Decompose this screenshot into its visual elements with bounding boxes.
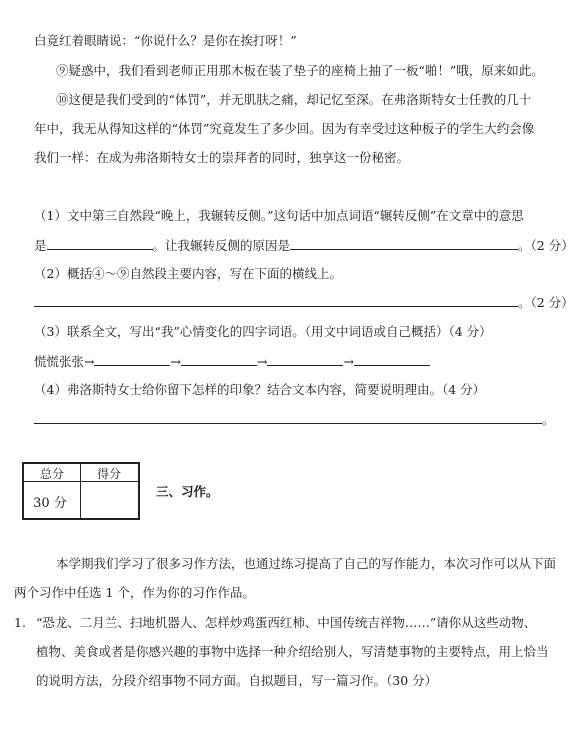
answer-blank-mood-1[interactable] xyxy=(94,353,170,366)
answer-blank-meaning[interactable] xyxy=(47,237,153,250)
question-4-suffix: 。 xyxy=(542,412,555,427)
writing-item-1-line-2: 植物、美食或者是你感兴趣的事物中选择一种介绍给别人，写清楚事物的主要特点，用上恰当 xyxy=(36,644,549,659)
question-2-answer-line xyxy=(34,294,574,311)
mood-start: 慌慌张张→ xyxy=(34,354,95,369)
question-2: （2）概括④～⑨自然段主要内容，写在下面的横线上。 xyxy=(34,266,342,281)
answer-blank-reason[interactable] xyxy=(290,237,518,250)
writing-item-1-line-3: 的说明方法，分段介绍事物不同方面。自拟题目，写一篇习作。（30 分） xyxy=(36,673,438,688)
question-4-answer-line xyxy=(34,411,555,428)
section-title: 三、习作。 xyxy=(156,484,219,499)
score-table xyxy=(22,462,140,520)
table-total-value: 30 分 xyxy=(33,496,67,511)
writing-item-number: 1. xyxy=(14,615,26,630)
answer-blank-mood-2[interactable] xyxy=(181,353,257,366)
question-1-suffix: 。（2 分） xyxy=(518,238,574,253)
question-4: （4）弗洛斯特女士给你留下怎样的印象？结合文本内容，简要说明理由。（4 分） xyxy=(34,382,486,397)
answer-blank-mood-4[interactable] xyxy=(354,353,430,366)
question-1-middle: 。让我辗转反侧的原因是 xyxy=(152,238,291,253)
arrow: → xyxy=(256,354,268,369)
writing-intro-line-2: 两个习作中任选 1 个，作为你的习作作品。 xyxy=(14,585,255,600)
answer-blank-summary[interactable] xyxy=(34,294,518,307)
writing-item-1-line-1: “恐龙、二月兰、扫地机器人、怎样炒鸡蛋西红柿、中国传统吉祥物……”请你从这些动物、 xyxy=(36,615,537,630)
score-entry-cell[interactable] xyxy=(81,482,138,518)
question-2-suffix: 。（2 分） xyxy=(518,295,574,310)
paragraph-9: ⑨疑惑中，我们看到老师正用那木板在装了垫子的座椅上抽了一板“啪！”哦，原来如此。 xyxy=(56,63,544,78)
paragraph-10-line-2: 年中，我无从得知这样的“体罚”究竟发生了多少回。因为有幸受过这种板子的学生大约会像 xyxy=(34,121,535,136)
table-header-score: 得分 xyxy=(96,467,121,481)
question-3-answer-line xyxy=(34,353,430,370)
question-3: （3）联系全文，写出“我”心情变化的四字词语。（用文中词语或自己概括）（4 分） xyxy=(34,324,492,339)
answer-blank-mood-3[interactable] xyxy=(267,353,343,366)
paragraph-10-line-3: 我们一样：在成为弗洛斯特女士的崇拜者的同时，独享这一份秘密。 xyxy=(34,150,410,165)
passage-quote: 白竟红着眼睛说：“你说什么？是你在挨打呀！” xyxy=(34,33,297,48)
arrow: → xyxy=(170,354,181,369)
arrow: → xyxy=(343,354,354,369)
answer-blank-impression[interactable] xyxy=(34,411,542,424)
question-1: （1）文中第三自然段“晚上，我辗转反侧。”这句话中加点词语“辗转反侧”在文章中的意思 xyxy=(34,208,524,223)
paragraph-10-line-1: ⑩这便是我们受到的“体罚”，并无肌肤之痛，却记忆至深。在弗洛斯特女士任教的几十 xyxy=(56,92,532,107)
table-header-total: 总分 xyxy=(39,467,64,481)
question-1-answer-line xyxy=(34,237,574,254)
question-1-prefix: 是 xyxy=(34,238,47,253)
writing-intro-line-1: 本学期我们学习了很多习作方法，也通过练习提高了自己的写作能力，本次习作可以从下面 xyxy=(56,556,557,571)
